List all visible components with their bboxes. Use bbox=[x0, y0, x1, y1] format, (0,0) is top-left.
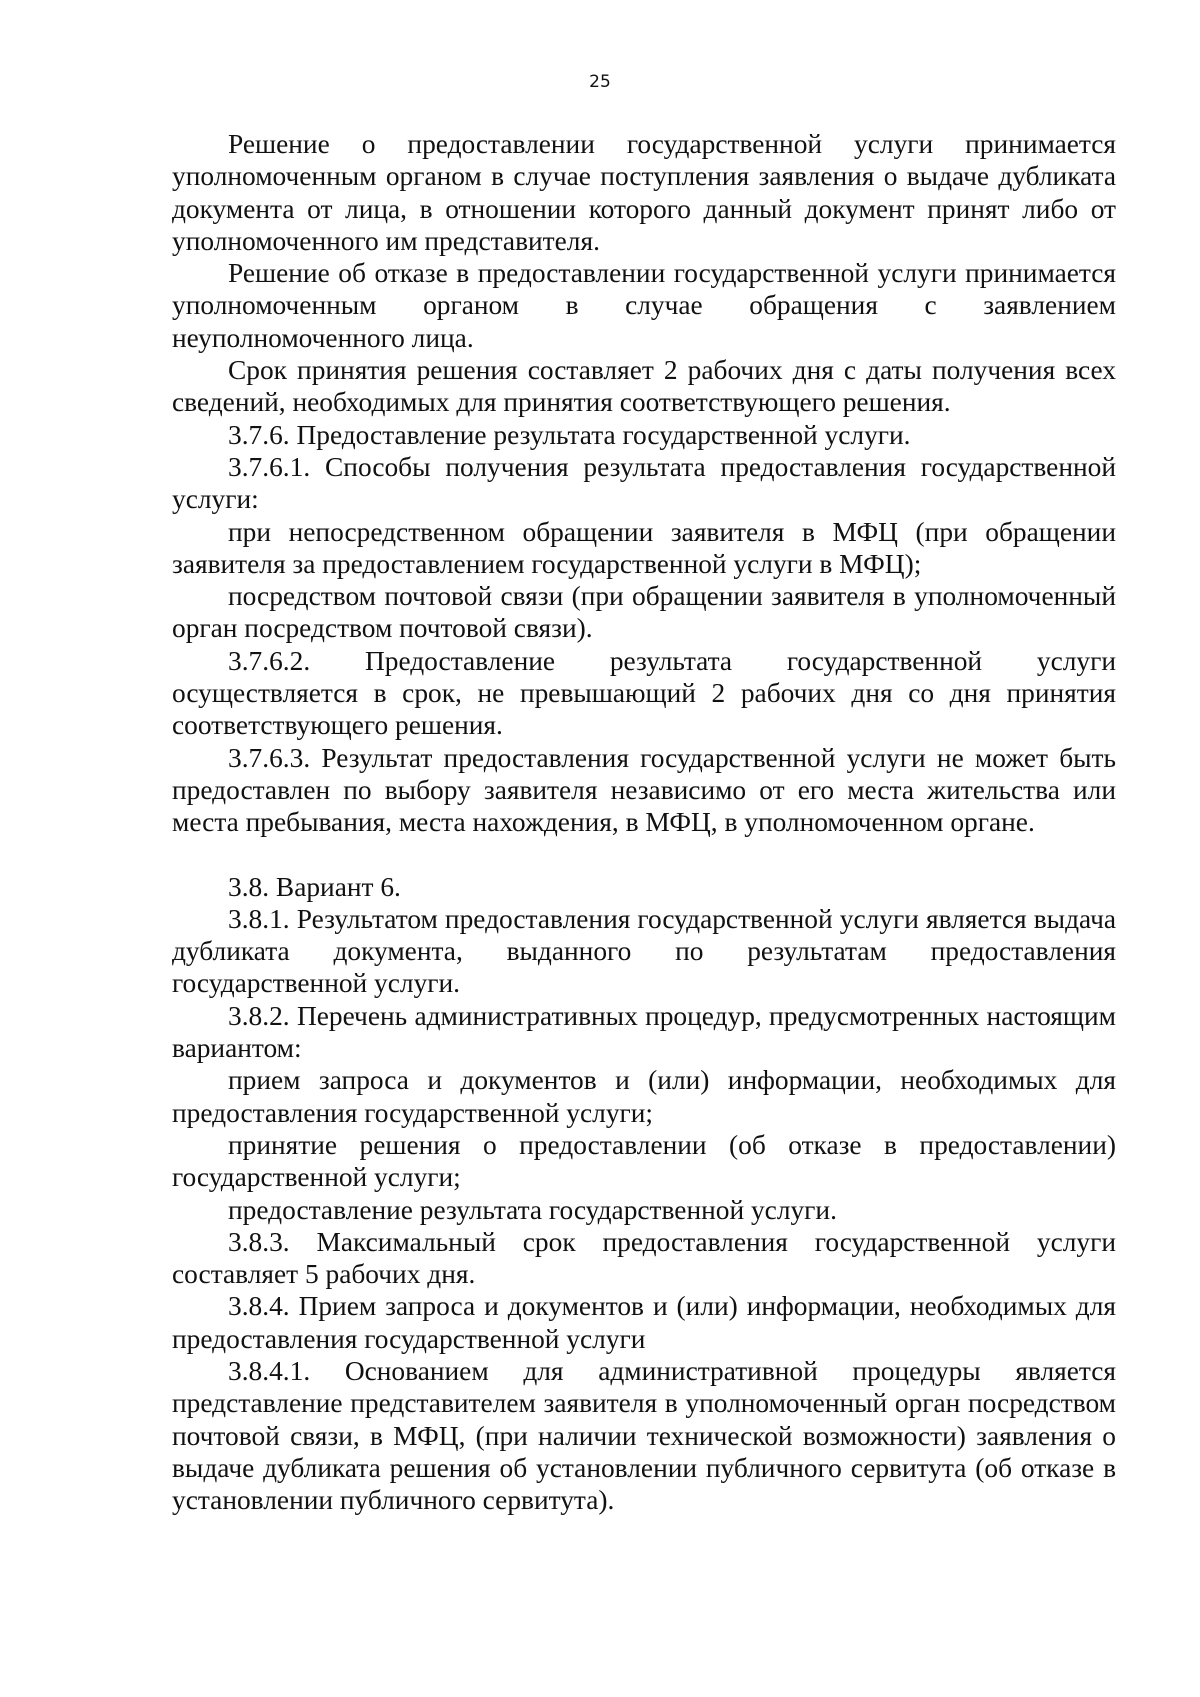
section-spacer bbox=[172, 839, 1116, 871]
section-heading: 3.8. Вариант 6. bbox=[228, 871, 401, 902]
paragraph: при непосредственном обращении заявителя в МФЦ (при обращении заявителя за предоставлением государственной услуги в МФЦ); bbox=[172, 516, 1116, 579]
paragraph: принятие решения о предоставлении (об отказе в предоставлении) государственной услуги; bbox=[172, 1129, 1116, 1193]
document-body bbox=[172, 128, 1116, 1516]
paragraph: 3.7.6.3. Результат предоставления государственной услуги не может быть предоставлен по выбору заявителя независимо от его места жительства или места пребывания, места нахождения, в МФЦ, в уполномоченном органе. bbox=[172, 742, 1116, 838]
paragraph: 3.7.6. Предоставление результата государственной услуги. bbox=[228, 419, 911, 450]
paragraph: 3.8.1. Результатом предоставления государственной услуги является выдача дубликата документа, выданного по результатам предоставления государственной услуги. bbox=[172, 903, 1116, 999]
paragraph: Срок принятия решения составляет 2 рабочих дня с даты получения всех сведений, необходимых для принятия соответствующего решения. bbox=[172, 355, 1116, 418]
paragraph: Решение об отказе в предоставлении государственной услуги принимается уполномоченным органом в случае обращения с заявлением неуполномоченного лица. bbox=[172, 258, 1116, 353]
paragraph: 3.8.3. Максимальный срок предоставления государственной услуги составляет 5 рабочих дня. bbox=[172, 1226, 1116, 1290]
paragraph: 3.8.2. Перечень административных процедур, предусмотренных настоящим вариантом: bbox=[172, 1000, 1116, 1064]
page-number: 25 bbox=[589, 72, 611, 92]
paragraph: 3.7.6.2. Предоставление результата государственной услуги осуществляется в срок, не превышающий 2 рабочих дня со дня принятия соответствующего решения. bbox=[172, 645, 1116, 741]
paragraph: посредством почтовой связи (при обращении заявителя в уполномоченный орган посредством почтовой связи). bbox=[172, 581, 1116, 644]
paragraph: прием запроса и документов и (или) информации, необходимых для предоставления государственной услуги; bbox=[172, 1065, 1116, 1128]
paragraph: 3.7.6.1. Способы получения результата предоставления государственной услуги: bbox=[172, 451, 1116, 515]
paragraph: Решение о предоставлении государственной услуги принимается уполномоченным органом в случае поступления заявления о выдаче дубликата документа от лица, в отношении которого данный документ принят либо от уполномоченного им представителя. bbox=[172, 129, 1116, 256]
paragraph: 3.8.4.1. Основанием для административной процедуры является представление представителем заявителя в уполномоченный орган посредством почтовой связи, в МФЦ, (при наличии технической возможности) заявления о выдаче дубликата решения об установлении публичного сервитута (об отказе в установлении публичного сервитута). bbox=[172, 1355, 1116, 1516]
paragraph: предоставление результата государственной услуги. bbox=[228, 1194, 837, 1225]
paragraph: 3.8.4. Прием запроса и документов и (или) информации, необходимых для предоставления государственной услуги bbox=[172, 1291, 1116, 1354]
